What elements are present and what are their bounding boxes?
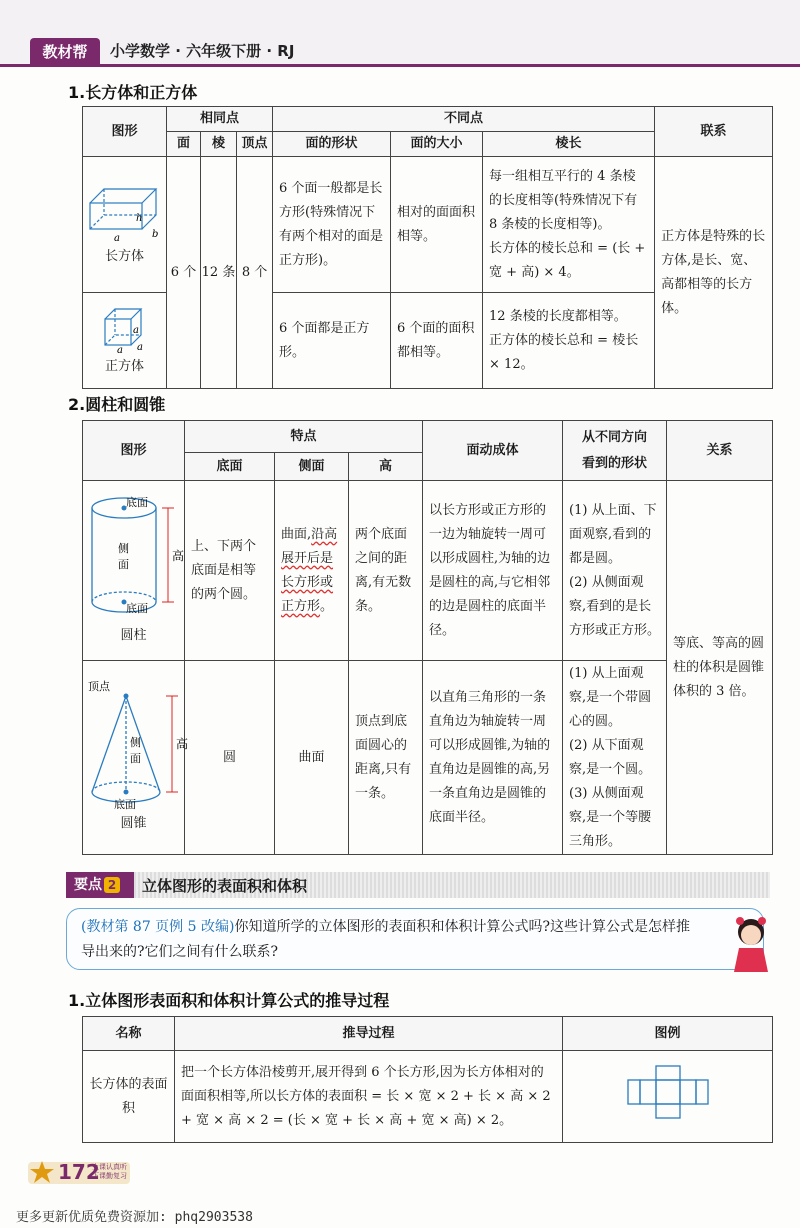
cone-bottom-label: 底面 [113, 797, 136, 811]
brand-tab: 教材帮 [30, 38, 100, 66]
cone-side: 曲面 [275, 661, 349, 855]
same-face: 6 个 [167, 157, 201, 389]
cyl-height: 两个底面之间的距离,有无数条。 [349, 481, 423, 661]
cone-side-label-1: 侧 [129, 735, 141, 749]
h2-motion: 面动成体 [423, 421, 563, 481]
same-edge: 12 条 [201, 157, 237, 389]
header-divider [0, 64, 800, 67]
h2-height: 高 [349, 453, 423, 481]
cyl-h-label: 高 [171, 548, 184, 563]
h-vertex: 顶点 [237, 132, 273, 157]
cyl-view-1: (1) 从上面、下面观察,看到的都是圆。 [569, 502, 657, 566]
section2-heading: 2.圆柱和圆锥 [68, 395, 166, 414]
cyl-base: 上、下两个底面是相等的两个圆。 [185, 481, 275, 661]
cuboid-caption: 长方体 [104, 248, 144, 264]
h-shape: 面的形状 [273, 132, 391, 157]
h-figure: 图形 [83, 107, 167, 157]
question-box [66, 908, 764, 970]
cone-view-1: (1) 从上面观察,是一个带圆心的圆。 [569, 665, 652, 729]
cone-diagram [84, 679, 188, 811]
book-title: 小学数学 · 六年级下册 · RJ [110, 42, 295, 60]
keypoint-title: 立体图形的表面积和体积 [142, 877, 308, 895]
formula-table [82, 1016, 773, 1143]
page-number: 172 [58, 1160, 100, 1184]
h2-base: 底面 [185, 453, 275, 481]
girl-mascot-icon [728, 914, 774, 976]
section1-heading: 1.长方体和正方体 [68, 83, 198, 102]
row-process: 把一个长方体沿棱剪开,展开得到 6 个长方形,因为长方体相对的面面积相等,所以长方体的表面积 = 长 × 宽 × 2 + 长 × 高 × 2 + 宽 × 高 × 2 = (长 × 宽 + 长 × 高 + 宽 × 高) × 2。 [175, 1051, 563, 1143]
cone-h-label: 高 [175, 736, 188, 751]
cube-edge-b: 正方体的棱长总和 = 棱长 × 12。 [489, 332, 639, 372]
h-same: 相同点 [167, 107, 273, 132]
watermark: 更多更新优质免费资源加: phq2903538 [16, 1210, 253, 1225]
h2-side: 侧面 [275, 453, 349, 481]
cone-apex-label: 顶点 [87, 679, 110, 693]
cone-side-label-2: 面 [129, 751, 141, 765]
same-vertex: 8 个 [237, 157, 273, 389]
h2-feature: 特点 [185, 421, 423, 453]
cylinder-figure [83, 494, 184, 648]
cuboid-diagram [86, 181, 164, 243]
cube-edge-a: 12 条棱的长度都相等。 [489, 308, 627, 324]
h-edgelen: 棱长 [483, 132, 655, 157]
section3-heading: 1.立体图形表面积和体积计算公式的推导过程 [68, 991, 390, 1010]
h3-process: 推导过程 [175, 1017, 563, 1051]
cyl-view-2: (2) 从侧面观察,看到的是长方形或正方形。 [569, 574, 661, 638]
svg-text:a: a [116, 344, 123, 356]
h2-view-1: 从不同方向 [582, 429, 648, 445]
cone-motion: 以直角三角形的一条直角边为轴旋转一周可以形成圆锥,为轴的直角边是圆锥的高,另一条直角边是圆锥的底面半径。 [423, 661, 563, 855]
cuboid-net-diagram [626, 1064, 710, 1120]
keypoint-number: 2 [104, 877, 120, 893]
cube-figure [83, 303, 166, 379]
h3-name: 名称 [83, 1017, 175, 1051]
h3-example: 图例 [563, 1017, 773, 1051]
question-source: (教材第 87 页例 5 改编) [81, 919, 235, 935]
h-link: 联系 [655, 107, 773, 157]
cuboid-figure [83, 181, 166, 269]
svg-text:a: a [136, 341, 143, 353]
cone-view-3: (3) 从侧面观察,是一个等腰三角形。 [569, 785, 652, 849]
h2-figure: 图形 [83, 421, 185, 481]
cuboid-cube-table [82, 106, 773, 389]
cube-caption: 正方体 [104, 358, 144, 374]
h-size: 面的大小 [391, 132, 483, 157]
cylinder-caption: 圆柱 [120, 627, 147, 643]
keypoint-badge: 要点 2 [66, 872, 134, 898]
h-diff: 不同点 [273, 107, 655, 132]
row-name: 长方体的表面积 [83, 1051, 175, 1143]
question-text: 你知道所学的立体图形的表面积和体积计算公式吗?这些计算公式是怎样推导出来的?它们之间有什么联系? [81, 919, 690, 960]
h2-view-2: 看到的形状 [582, 455, 648, 471]
cone-base: 圆 [185, 661, 275, 855]
cone-view-2: (2) 从下面观察,是一个圆。 [569, 737, 652, 777]
link-text: 正方体是特殊的长方体,是长、宽、高都相等的长方体。 [655, 157, 773, 389]
cuboid-shape: 6 个面一般都是长方形(特殊情况下有两个相对的面是正方形)。 [273, 157, 391, 293]
cyl-side-label-1: 侧 [117, 541, 129, 555]
relation-text: 等底、等高的圆柱的体积是圆锥体积的 3 倍。 [667, 481, 773, 855]
label-a: a [113, 232, 120, 244]
cyl-bottom-label: 底面 [125, 601, 148, 615]
cone-caption: 圆锥 [120, 815, 147, 831]
svg-text:a: a [132, 324, 139, 336]
cube-size: 6 个面的面积都相等。 [391, 293, 483, 389]
cube-shape: 6 个面都是正方形。 [273, 293, 391, 389]
cube-diagram [97, 303, 153, 356]
cuboid-edge-a: 每一组相互平行的 4 条棱的长度相等(特殊情况下有 8 条棱的长度相等)。 [489, 168, 638, 232]
cyl-motion: 以长方形或正方形的一边为轴旋转一周可以形成圆柱,为轴的边是圆柱的高,与它相邻的边是圆柱的底面半径。 [423, 481, 563, 661]
cone-figure [83, 679, 188, 836]
cyl-side: 曲面,沿高展开后是长方形或正方形。 [275, 481, 349, 661]
cylinder-cone-table [82, 420, 773, 855]
cyl-side-label-2: 面 [117, 557, 129, 571]
cuboid-size: 相对的面面积相等。 [391, 157, 483, 293]
h2-relation: 关系 [667, 421, 773, 481]
cyl-top-label: 底面 [125, 495, 148, 509]
cone-height: 顶点到底面圆心的距离,只有一条。 [349, 661, 423, 855]
label-b: b [151, 228, 158, 240]
cylinder-diagram [84, 494, 184, 622]
label-h: h [135, 212, 142, 224]
cuboid-edge-b: 长方体的棱长总和 = (长 + 宽 + 高) × 4。 [489, 240, 646, 280]
h-edge: 棱 [201, 132, 237, 157]
h-face: 面 [167, 132, 201, 157]
page-note: 上课认真听 下课勤复习 [92, 1163, 127, 1180]
